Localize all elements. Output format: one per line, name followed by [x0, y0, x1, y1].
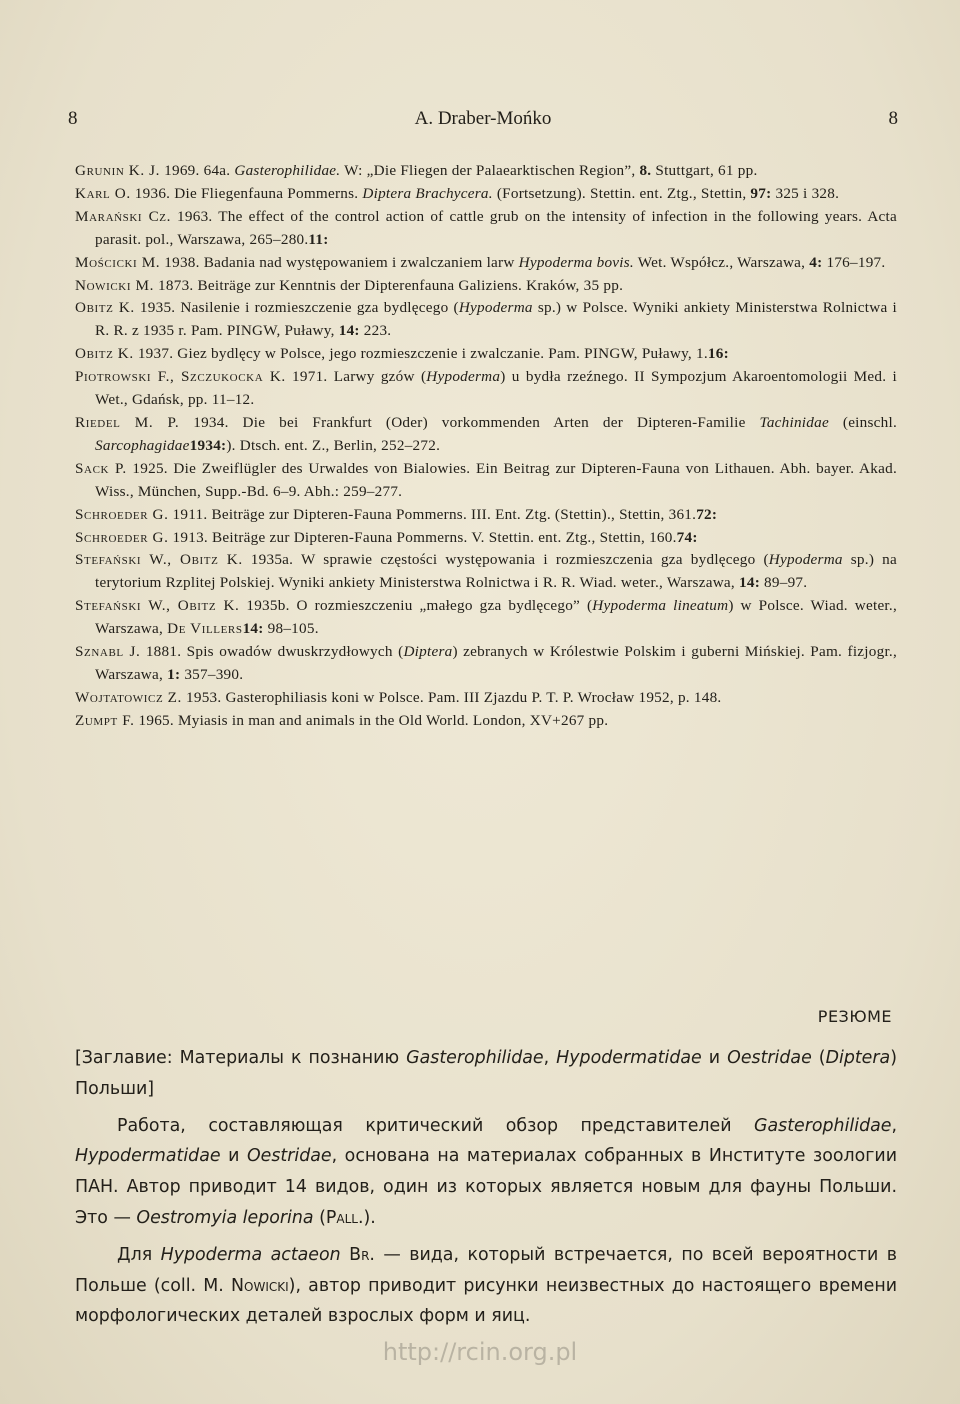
reference-text: Stuttgart, 61 pp. — [651, 162, 758, 179]
summary-collector: Nowicki — [231, 1275, 289, 1296]
reference-year: 1938. — [164, 253, 200, 271]
reference-year: 1953. — [186, 688, 222, 706]
reference-text: 357–390. — [180, 665, 244, 683]
summary-paragraph-1 — [75, 1111, 897, 1234]
summary-heading: РЕЗЮМЕ — [817, 1007, 892, 1026]
reference-text: Die bei Frankfurt (Oder) vorkommenden Arten der Dipteren-Familie — [228, 413, 760, 431]
reference-author: Stefański W., Obitz K. — [75, 551, 243, 569]
reference-author: Obitz K. — [75, 299, 135, 317]
reference-author: Riedel M. P. — [75, 413, 180, 431]
reference-text: W: „Die Fliegen der Palaearktischen Region”, — [340, 162, 640, 179]
summary-text — [341, 1245, 349, 1265]
reference-text: 223. — [359, 322, 392, 340]
reference-year: 1935a. — [250, 551, 294, 569]
reference-volume: 4: — [809, 253, 823, 271]
summary-text: ( — [313, 1207, 326, 1228]
reference-author: De Villers — [167, 620, 243, 638]
reference-author: Piotrowski F., Szczukocka K. — [75, 368, 286, 386]
summary-text: ). — [363, 1207, 376, 1228]
summary-paragraph-2 — [75, 1240, 897, 1332]
reference-year: 1971. — [292, 368, 328, 386]
reference-author: Schroeder G. — [75, 528, 169, 546]
reference-entry — [75, 412, 897, 458]
reference-text: ) u bydła rzeźnego. II Sympozjum Akaroentomologii Med. i Wet., Gdańsk, pp. 11–12. — [95, 368, 898, 409]
reference-taxon: Hypoderma lineatum — [592, 597, 729, 615]
reference-entry — [75, 252, 897, 275]
reference-text: (einschl. — [828, 413, 898, 431]
reference-year: 1935. — [139, 299, 176, 317]
reference-text: sp.) w Polsce. Wyniki ankiety Ministerstwa Rolnictwa i R. R. z 1935 r. Pam. PINGW, Puławy, — [95, 299, 897, 340]
reference-text: Beiträge zur Dipteren-Fauna Pommerns. V. Stettin. ent. Ztg., Stettin, — [207, 528, 650, 546]
reference-taxon: Sarcophagidae — [95, 436, 190, 454]
reference-text: Die Zweiflügler des Urwaldes von Bialowies. Ein Beitrag zur Dipteren-Fauna von Lithauen. Abh. bayer. Akad. Wiss., München, Supp.-Bd. 6–9. Abh.: 259–277. — [95, 459, 897, 500]
reference-year: 1881. — [145, 643, 182, 661]
reference-author: Sack P. — [75, 459, 127, 477]
reference-text: The effect of the control action of cattle grub on the intensity of infection in the following years. Acta parasit. pol., Warszawa, — [95, 207, 897, 248]
summary-title — [75, 1043, 897, 1105]
summary-author-abbrev: Br. — [349, 1244, 375, 1265]
reference-author: Marański Cz. — [75, 207, 172, 225]
reference-volume: 14: — [242, 620, 264, 638]
reference-text: Nasilenie i rozmieszczenie gza bydlęcego ( — [175, 299, 459, 317]
reference-text: Gasterophiliasis koni w Polsce. Pam. III Zjazdu P. T. P. Wrocław 1952, p. 148. — [221, 688, 722, 706]
reference-taxon: Diptera Brachycera. — [362, 184, 493, 202]
reference-year: 1965. — [138, 711, 174, 729]
reference-entry — [75, 343, 897, 366]
reference-text: Larwy gzów ( — [327, 368, 427, 386]
reference-text: 361. — [668, 505, 697, 523]
summary-title-text: [Заглавие: Материалы к познанию — [75, 1048, 407, 1068]
reference-year: 1937. — [137, 345, 174, 363]
summary-title-taxon: Hypodermatidae — [556, 1048, 702, 1068]
summary-title-text: и — [701, 1048, 728, 1068]
reference-volume: 14: — [739, 574, 760, 592]
reference-text: Myiasis in man and animals in the Old World. London, XV+267 pp. — [173, 711, 609, 729]
page-header — [68, 108, 898, 134]
summary-title-taxon: Diptera — [825, 1048, 891, 1068]
reference-entry — [75, 275, 897, 298]
reference-entry — [75, 366, 897, 412]
reference-author: Stefański W., Obitz K. — [75, 597, 240, 615]
source-url: http://rcin.org.pl — [382, 1338, 578, 1366]
reference-text: 265–280. — [249, 230, 309, 248]
reference-year: 1911. — [172, 505, 208, 523]
summary-title-taxon: Oestridae — [727, 1048, 812, 1068]
reference-entry — [75, 527, 897, 550]
reference-volume: 16: — [707, 345, 729, 363]
reference-text: 1. — [696, 345, 708, 363]
page-number-left: 8 — [68, 108, 78, 129]
reference-text: Die Fliegenfauna Pommerns. — [170, 184, 363, 202]
reference-entry — [75, 206, 897, 252]
reference-volume: 8. — [639, 162, 652, 179]
reference-author: Nowicki M. — [75, 276, 154, 294]
summary-text: и — [220, 1146, 247, 1167]
reference-text: Spis owadów dwuskrzydłowych ( — [181, 643, 404, 661]
reference-text: 325 i 328. — [771, 184, 840, 202]
reference-entry — [75, 710, 897, 733]
summary-author-abbrev: Pall. — [325, 1207, 364, 1228]
reference-text: 176–197. — [822, 253, 886, 271]
reference-taxon: Hypoderma — [768, 551, 843, 569]
summary-text: — вида, который встречается, по всей вероятности в Польше (coll. M. — [75, 1244, 897, 1296]
summary-section — [75, 1043, 897, 1332]
running-title: A. Draber-Mońko — [414, 108, 552, 129]
summary-taxon: Hypodermatidae — [75, 1146, 221, 1167]
reference-entry — [75, 297, 897, 343]
reference-list — [75, 160, 897, 733]
reference-author: Zumpt F. — [75, 711, 135, 729]
summary-taxon: Hypoderma actaeon — [160, 1244, 341, 1265]
summary-text: Работа, составляющая критический обзор представителей — [117, 1115, 755, 1136]
reference-text: 98–105. — [263, 620, 319, 638]
summary-text: Для — [117, 1244, 161, 1265]
reference-volume: 14: — [338, 322, 360, 340]
summary-taxon: Oestromyia leporina — [136, 1207, 314, 1228]
page-number-right: 8 — [888, 108, 898, 129]
reference-year: 1969. — [164, 162, 200, 179]
reference-volume: 97: — [750, 184, 772, 202]
reference-entry — [75, 458, 897, 504]
reference-text: 64a. — [199, 162, 235, 179]
reference-author: Wojtatowicz Z. — [75, 688, 182, 706]
reference-text: O rozmieszczeniu „małego gza bydlęcego” ( — [289, 597, 593, 615]
reference-author: Obitz K. — [75, 345, 134, 363]
summary-title-text: , — [543, 1048, 557, 1068]
reference-year: 1934. — [193, 413, 229, 431]
reference-author: Mościcki M. — [75, 253, 161, 271]
reference-text: Wet. Współcz., Warszawa, — [633, 253, 810, 271]
reference-text: Beiträge zur Kenntnis der Dipterenfauna Galiziens. Kraków, 35 pp. — [193, 276, 624, 294]
summary-taxon: Gasterophilidae — [754, 1115, 892, 1136]
reference-volume: 74: — [676, 528, 698, 546]
reference-entry — [75, 183, 897, 206]
reference-entry — [75, 595, 897, 641]
reference-entry — [75, 549, 897, 595]
reference-volume: 11: — [308, 230, 329, 248]
reference-year: 1936. — [134, 184, 171, 202]
reference-taxon: Tachinidae — [759, 413, 829, 431]
reference-text: 252–272. — [381, 436, 441, 454]
reference-text: 160. — [649, 528, 677, 546]
reference-taxon: Hypoderma — [426, 368, 501, 386]
reference-text: ) w Polsce. Wiad. weter., Warszawa, — [95, 597, 897, 638]
reference-volume: 72: — [696, 505, 718, 523]
reference-taxon: Diptera — [403, 643, 453, 661]
reference-entry — [75, 504, 897, 527]
reference-text: sp.) na terytorium Rzplitej Polskiej. Wyniki ankiety Ministerstwa Rolnictwa i R. R. Wiad. weter., Warszawa, — [95, 551, 897, 592]
reference-year: 1963. — [177, 207, 213, 225]
reference-taxon: Hypoderma — [458, 299, 533, 317]
reference-year: 1873. — [158, 276, 194, 294]
reference-text: ) zebranych w Królestwie Polskim i guberni Mińskiej. Pam. fizjogr., Warszawa, — [95, 643, 898, 683]
summary-text: ), автор приводит рисунки неизвестных до настоящего времени морфологических деталей взрослых форм и яиц. — [75, 1275, 897, 1327]
reference-volume: 1934: — [189, 436, 227, 454]
reference-author: Grunin K. J. — [75, 162, 161, 179]
reference-author: Karl O. — [75, 184, 131, 202]
reference-entry — [75, 160, 897, 183]
reference-text: Giez bydlęcy w Polsce, jego rozmieszczenie i zwalczanie. Pam. PINGW, Puławy, — [173, 345, 697, 363]
reference-text: Beiträge zur Dipteren-Fauna Pommerns. III. Ent. Ztg. (Stettin)., Stettin, — [207, 505, 669, 523]
summary-taxon: Oestridae — [246, 1146, 332, 1167]
reference-text: Badania nad występowaniem i zwalczaniem larw — [199, 253, 519, 271]
summary-text: , — [891, 1115, 897, 1136]
reference-year: 1913. — [172, 528, 208, 546]
reference-entry — [75, 641, 897, 687]
summary-title-text: ( — [811, 1048, 826, 1068]
summary-title-text: ) Польши] — [75, 1048, 897, 1099]
reference-taxon: Gasterophilidae. — [234, 162, 341, 179]
reference-author: Schroeder G. — [75, 505, 169, 523]
reference-text: W sprawie częstości występowania i rozmieszczenia gza bydlęcego ( — [293, 551, 769, 569]
summary-title-taxon: Gasterophilidae — [406, 1048, 544, 1068]
reference-volume: 1: — [167, 665, 181, 683]
reference-author: Sznabl J. — [75, 643, 141, 661]
reference-text: ). Dtsch. ent. Z., Berlin, — [226, 436, 382, 454]
reference-entry — [75, 687, 897, 710]
summary-text: , основана на материалах собранных в Институте зоологии ПАН. Автор приводит 14 видов, один из которых является новым для фауны Польши. Это — — [75, 1146, 897, 1228]
reference-text: (Fortsetzung). Stettin. ent. Ztg., Stettin, — [492, 184, 751, 202]
reference-year: 1935b. — [246, 597, 290, 615]
reference-text: 89–97. — [760, 574, 808, 592]
reference-year: 1925. — [132, 459, 168, 477]
reference-taxon: Hypoderma bovis. — [518, 253, 634, 271]
